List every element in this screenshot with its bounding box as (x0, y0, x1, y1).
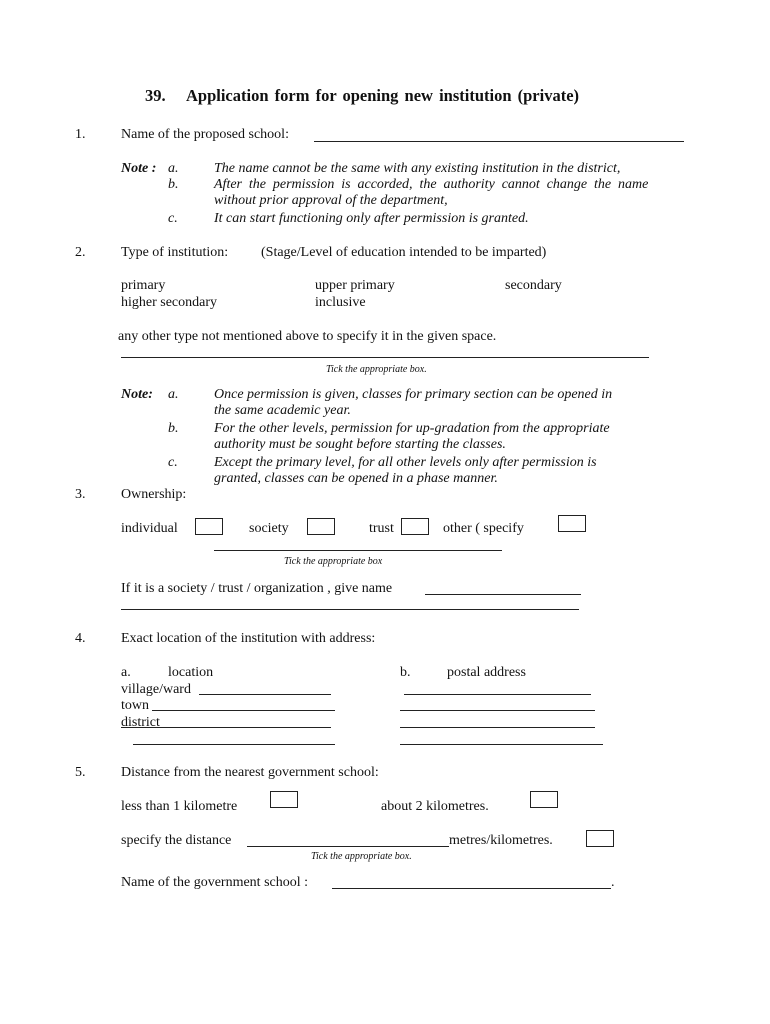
q3-number: 3. (75, 487, 86, 502)
option-inclusive[interactable]: inclusive (315, 295, 366, 310)
q2-note-label: Note: (121, 387, 153, 402)
q2-other-type: any other type not mentioned above to specify it in the given space. (118, 329, 497, 344)
postal-address-line-2[interactable] (400, 710, 595, 711)
district-label: district (121, 715, 160, 730)
distance-about-2km: about 2 kilometres. (381, 799, 489, 814)
ownership-trust: trust (369, 521, 394, 536)
q4-label: Exact location of the institution with address: (121, 631, 376, 646)
postal-address-line-1[interactable] (404, 694, 591, 695)
less-than-1km-checkbox[interactable] (270, 791, 298, 808)
option-upper-primary[interactable]: upper primary (315, 278, 395, 293)
distance-units: metres/kilometres. (449, 833, 553, 848)
govt-school-name-field[interactable] (332, 888, 611, 889)
town-field[interactable] (152, 710, 335, 711)
q2-note-c: Except the primary level, for all other levels only after permission is (214, 455, 597, 470)
q2-note-a-letter: a. (168, 387, 179, 402)
q2-number: 2. (75, 245, 86, 260)
specify-distance-label: specify the distance (121, 833, 232, 848)
village-ward-label: village/ward (121, 682, 191, 697)
q2-note-b-letter: b. (168, 421, 179, 436)
option-primary[interactable]: primary (121, 278, 166, 293)
about-2km-checkbox[interactable] (530, 791, 558, 808)
q4-a-letter: a. (121, 665, 131, 680)
q1-note-b: After the permission is accorded, the authority cannot change the name (214, 177, 649, 192)
q3-label: Ownership: (121, 487, 187, 502)
q2-tick-hint: Tick the appropriate box. (326, 364, 427, 375)
society-name-label: If it is a society / trust / organization , give name (121, 581, 393, 596)
option-higher-secondary[interactable]: higher secondary (121, 295, 218, 310)
q4-postal-address-label: postal address (447, 665, 526, 680)
q2-label: Type of institution: (121, 245, 229, 260)
q1-note-a: The name cannot be the same with any existing institution in the district, (214, 161, 621, 176)
q2-note-c-cont: granted, classes can be opened in a phase manner. (214, 471, 498, 486)
q5-tick-hint: Tick the appropriate box. (311, 851, 412, 862)
trust-checkbox[interactable] (401, 518, 429, 535)
ownership-other: other ( specify (443, 521, 524, 536)
distance-less-than-1km: less than 1 kilometre (121, 799, 238, 814)
postal-address-line-4[interactable] (400, 744, 603, 745)
q1-note-label: Note : (121, 161, 157, 176)
other-ownership-field[interactable] (214, 550, 502, 551)
govt-school-name-label: Name of the government school : (121, 875, 309, 890)
other-checkbox[interactable] (558, 515, 586, 532)
society-checkbox[interactable] (307, 518, 335, 535)
ownership-individual: individual (121, 521, 178, 536)
q1-note-b-cont: without prior approval of the department, (214, 193, 448, 208)
q2-note-c-letter: c. (168, 455, 178, 470)
form-title: Application form for opening new institution (private) (186, 86, 580, 105)
town-label: town (121, 698, 149, 713)
q2-note-a: Once permission is given, classes for primary section can be opened in (214, 387, 613, 402)
option-secondary[interactable]: secondary (505, 278, 562, 293)
q2-note-b: For the other levels, permission for up-gradation from the appropriate (214, 421, 610, 436)
postal-address-line-3[interactable] (400, 727, 595, 728)
school-name-field[interactable] (314, 141, 684, 142)
q1-note-c-letter: c. (168, 211, 178, 226)
q2-note-b-cont: authority must be sought before starting the classes. (214, 437, 506, 452)
q1-note-a-letter: a. (168, 161, 179, 176)
q1-note-c: It can start functioning only after permission is granted. (214, 211, 529, 226)
location-extra-field[interactable] (133, 744, 335, 745)
q3-tick-hint: Tick the appropriate box (284, 556, 383, 567)
govt-school-end-dot: . (611, 875, 615, 890)
other-type-field[interactable] (121, 357, 649, 358)
q5-number: 5. (75, 765, 86, 780)
district-field[interactable] (121, 727, 331, 728)
ownership-society: society (249, 521, 289, 536)
q4-number: 4. (75, 631, 86, 646)
specify-distance-checkbox[interactable] (586, 830, 614, 847)
q1-note-b-letter: b. (168, 177, 179, 192)
society-name-field[interactable] (425, 594, 581, 595)
society-name-field-line2[interactable] (121, 609, 579, 610)
distance-field[interactable] (247, 846, 449, 847)
village-ward-field[interactable] (199, 694, 331, 695)
q1-label: Name of the proposed school: (121, 127, 289, 142)
form-number: 39. (145, 86, 166, 105)
q2-sub-label: (Stage/Level of education intended to be imparted) (261, 245, 547, 260)
individual-checkbox[interactable] (195, 518, 223, 535)
q2-note-a-cont: the same academic year. (214, 403, 351, 418)
q5-label: Distance from the nearest government school: (121, 765, 379, 780)
q1-number: 1. (75, 127, 86, 142)
q4-b-letter: b. (400, 665, 411, 680)
q4-location-label: location (168, 665, 214, 680)
